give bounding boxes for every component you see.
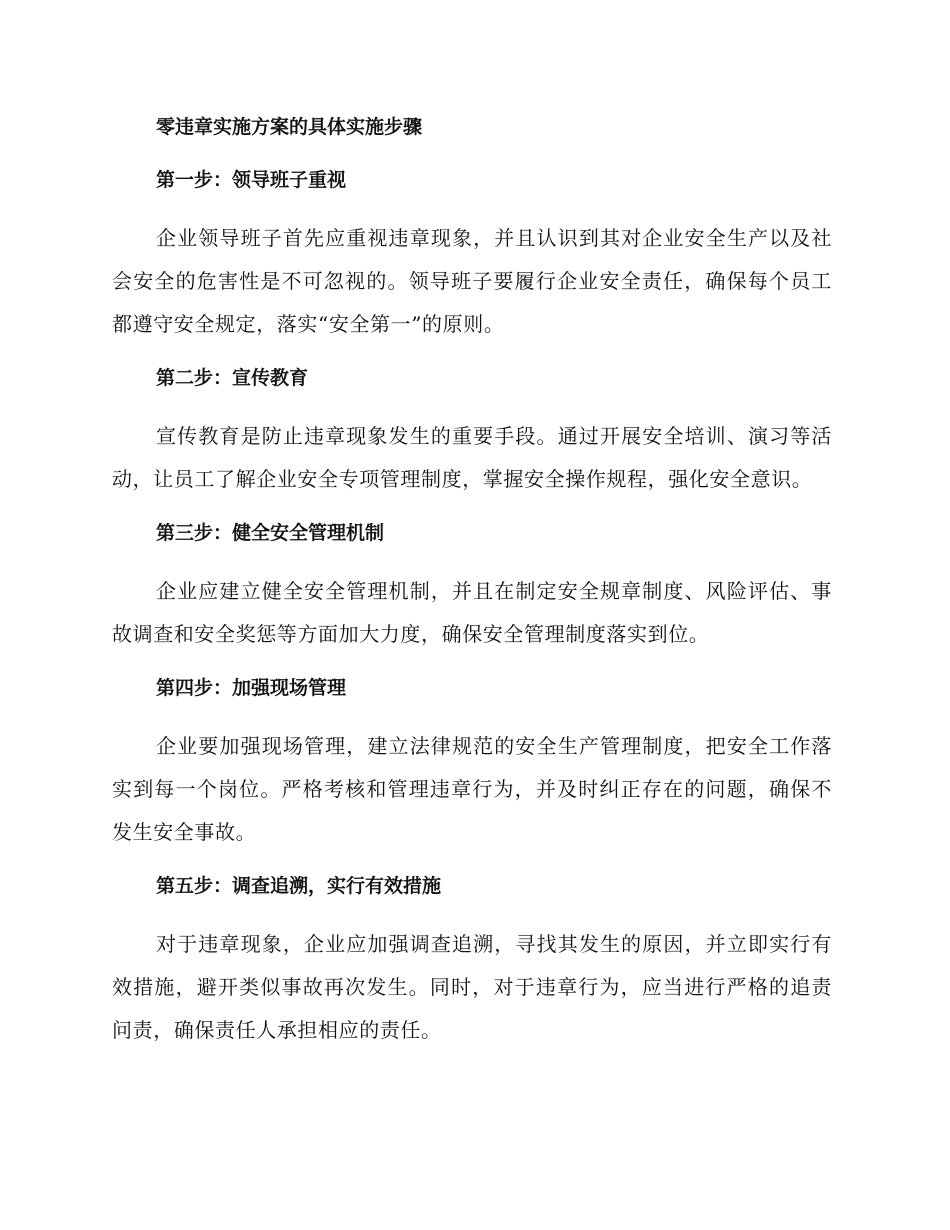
step-paragraph: 企业要加强现场管理，建立法律规范的安全生产管理制度，把安全工作落实到每一个岗位。严格考核和管理违章行为，并及时纠正存在的问题，确保不发生安全事故。 (112, 734, 832, 844)
step-section-3 (112, 518, 832, 656)
step-heading: 第一步：领导班子重视 (156, 169, 347, 191)
step-paragraph: 对于违章现象，企业应加强调查追溯，寻找其发生的原因，并立即实行有效措施，避开类似事故再次发生。同时，对于违章行为，应当进行严格的追责问责，确保责任人承担相应的责任。 (112, 932, 832, 1042)
document-title: 零违章实施方案的具体实施步骤 (156, 116, 423, 138)
step-heading: 第三步：健全安全管理机制 (156, 522, 385, 544)
step-section-4 (112, 673, 832, 854)
step-section-5 (112, 871, 832, 1052)
step-heading: 第二步：宣传教育 (156, 367, 309, 389)
step-paragraph: 企业应建立健全安全管理机制，并且在制定安全规章制度、风险评估、事故调查和安全奖惩等方面加大力度，确保安全管理制度落实到位。 (112, 579, 832, 646)
step-section-2 (112, 363, 832, 501)
document-body (112, 112, 832, 1069)
step-heading: 第五步：调查追溯，实行有效措施 (156, 875, 442, 897)
step-heading: 第四步：加强现场管理 (156, 677, 347, 699)
step-paragraph: 企业领导班子首先应重视违章现象，并且认识到其对企业安全生产以及社会安全的危害性是不可忽视的。领导班子要履行企业安全责任，确保每个员工都遵守安全规定，落实“安全第一”的原则。 (112, 226, 832, 336)
step-section-1 (112, 165, 832, 346)
step-paragraph: 宣传教育是防止违章现象发生的重要手段。通过开展安全培训、演习等活动，让员工了解企业安全专项管理制度，掌握安全操作规程，强化安全意识。 (112, 424, 832, 491)
